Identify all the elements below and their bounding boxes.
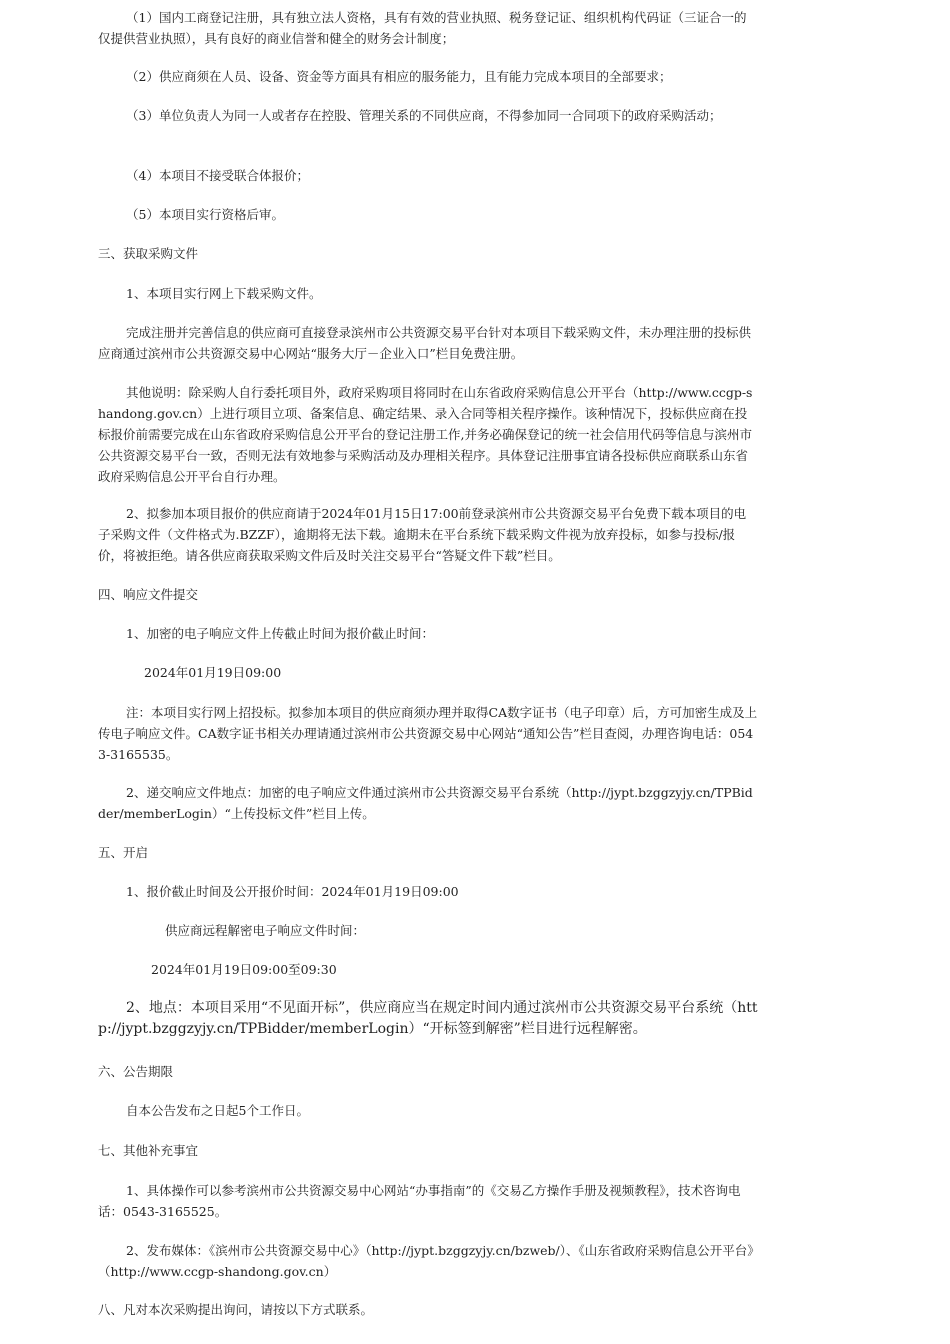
- section-heading-4: 四、响应文件提交: [98, 587, 199, 602]
- decrypt-time-range: 2024年01月19日09:00至09:30: [151, 962, 337, 977]
- section-heading-6: 六、公告期限: [98, 1064, 174, 1079]
- section-heading-3: 三、获取采购文件: [98, 246, 199, 261]
- section-heading-8: 八、凡对本次采购提出询问，请按以下方式联系。: [98, 1302, 374, 1317]
- paragraph-notice-period: 自本公告发布之日起5个工作日。: [126, 1103, 309, 1118]
- paragraph-download-online: 1、本项目实行网上下载采购文件。: [126, 286, 322, 301]
- upload-deadline-time: 2024年01月19日09:00: [144, 665, 282, 680]
- paragraph-opening-time: 1、报价截止时间及公开报价时间：2024年01月19日09:00: [126, 884, 459, 899]
- paragraph-registration: 完成注册并完善信息的供应商可直接登录滨州市公共资源交易平台针对本项目下载采购文件，未办理注册的投标供应商通过滨州市公共资源交易中心网站“服务大厅－企业入口”栏目免费注册。: [98, 325, 752, 361]
- qualification-item-2: （2）供应商须在人员、设备、资金等方面具有相应的服务能力，且有能力完成本项目的全部要求；: [126, 69, 672, 84]
- paragraph-submit-location: 2、递交响应文件地点：加密的电子响应文件通过滨州市公共资源交易平台系统（http://jypt.bzggzyjy.cn/TPBidder/memberLogin）“上传投标文件”栏目上传。: [98, 785, 753, 821]
- paragraph-decrypt-time-label: 供应商远程解密电子响应文件时间：: [165, 923, 366, 938]
- qualification-item-4: （4）本项目不接受联合体报价；: [126, 168, 309, 183]
- qualification-item-1: （1）国内工商登记注册，具有独立法人资格，具有有效的营业执照、税务登记证、组织机构代码证（三证合一的仅提供营业执照），具有良好的商业信誉和健全的财务会计制度；: [98, 10, 747, 46]
- qualification-item-5: （5）本项目实行资格后审。: [126, 207, 284, 222]
- paragraph-ca-note: 注：本项目实行网上招投标。拟参加本项目的供应商须办理并取得CA数字证书（电子印章）后，方可加密生成及上传电子响应文件。CA数字证书相关办理请通过滨州市公共资源交易中心网站“通知公告”栏目查阅，办理咨询电话：0543-3165535。: [98, 705, 758, 762]
- paragraph-download-deadline: 2、拟参加本项目报价的供应商请于2024年01月15日17:00前登录滨州市公共资源交易平台免费下载本项目的电子采购文件（文件格式为.BZZF），逾期将无法下载。逾期未在平台系统下载采购文件视为放弃投标，如参与投标/报价，将被拒绝。请各供应商获取采购文件后及时关注交易平台“答疑文件下载”栏目。: [98, 506, 747, 563]
- qualification-item-3: （3）单位负责人为同一人或者存在控股、管理关系的不同供应商，不得参加同一合同项下的政府采购活动；: [126, 108, 722, 123]
- section-heading-5: 五、开启: [98, 845, 149, 860]
- paragraph-operation-guide: 1、具体操作可以参考滨州市公共资源交易中心网站“办事指南”的《交易乙方操作手册及视频教程》，技术咨询电话：0543-3165525。: [98, 1183, 741, 1219]
- paragraph-upload-deadline: 1、加密的电子响应文件上传截止时间为报价截止时间：: [126, 626, 434, 641]
- paragraph-publish-media: 2、发布媒体：《滨州市公共资源交易中心》（http://jypt.bzggzyjy.cn/bzweb/）、《山东省政府采购信息公开平台》（http://www.ccgp-shandong.gov.cn）: [98, 1243, 754, 1279]
- paragraph-remote-opening: 2、地点：本项目采用“不见面开标”，供应商应当在规定时间内通过滨州市公共资源交易平台系统（http://jypt.bzggzyjy.cn/TPBidder/memberLogin）“开标签到解密”栏目进行远程解密。: [98, 1000, 758, 1037]
- paragraph-other-notes: 其他说明：除采购人自行委托项目外，政府采购项目将同时在山东省政府采购信息公开平台（http://www.ccgp-shandong.gov.cn）上进行项目立项、备案信息、确定结果、录入合同等相关程序操作。该种情况下，投标供应商在投标报价前需要完成在山东省政府采购信息公开平台的登记注册工作,并务必确保登记的统一社会信用代码等信息与滨州市公共资源交易平台一致，否则无法有效地参与采购活动及办理相关程序。具体登记注册事宜请各投标供应商联系山东省政府采购信息公开平台自行办理。: [98, 385, 753, 484]
- section-heading-7: 七、其他补充事宜: [98, 1143, 199, 1158]
